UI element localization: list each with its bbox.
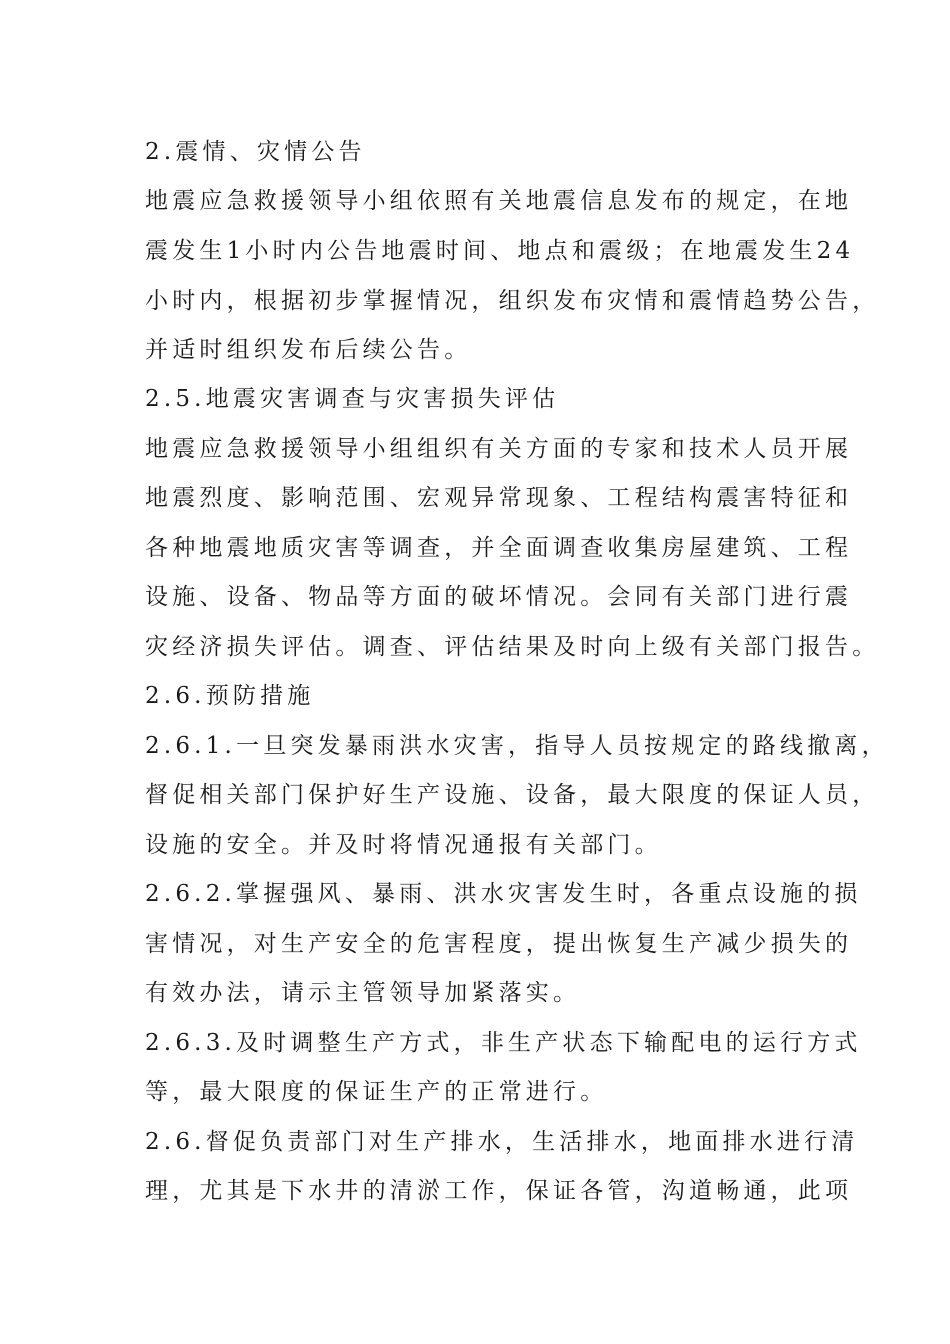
paragraph-line: 督促相关部门保护好生产设施、设备，最大限度的保证人员， [145, 782, 880, 808]
heading-line: 2.5.地震灾害调查与灾害损失评估 [145, 386, 560, 412]
heading-line: 2.震情、灾情公告 [145, 139, 366, 165]
paragraph-line: 各种地震地质灾害等调查，并全面调查收集房屋建筑、工程 [145, 535, 853, 561]
paragraph-line: 并适时组织发布后续公告。 [145, 337, 472, 363]
paragraph-line: 灾经济损失评估。调查、评估结果及时向上级有关部门报告。 [145, 634, 880, 660]
paragraph-line: 理，尤其是下水井的清淤工作，保证各管，沟道畅通，此项 [145, 1178, 853, 1204]
paragraph-line: 2.6.2.掌握强风、暴雨、洪水灾害发生时，各重点设施的损 [145, 881, 862, 907]
paragraph-line: 地震应急救援领导小组依照有关地震信息发布的规定，在地 [145, 188, 853, 214]
paragraph-line: 设施、设备、物品等方面的破坏情况。会同有关部门进行震 [145, 584, 853, 610]
paragraph-line: 2.6.督促负责部门对生产排水，生活排水，地面排水进行清 [145, 1129, 859, 1155]
paragraph-line: 小时内，根据初步掌握情况，组织发布灾情和震情趋势公告， [145, 288, 880, 314]
paragraph-line: 等，最大限度的保证生产的正常进行。 [145, 1079, 608, 1105]
paragraph-line: 震发生1小时内公告地震时间、地点和震级；在地震发生24 [145, 238, 855, 264]
paragraph-line: 2.6.1.一旦突发暴雨洪水灾害，指导人员按规定的路线撤离， [145, 733, 889, 759]
paragraph-line: 地震应急救援领导小组组织有关方面的专家和技术人员开展 [145, 436, 853, 462]
paragraph-line: 地震烈度、影响范围、宏观异常现象、工程结构震害特征和 [145, 485, 853, 511]
paragraph-line: 2.6.3.及时调整生产方式，非生产状态下输配电的运行方式 [145, 1030, 862, 1056]
paragraph-line: 害情况，对生产安全的危害程度，提出恢复生产减少损失的 [145, 931, 853, 957]
heading-line: 2.6.预防措施 [145, 683, 315, 709]
paragraph-line: 设施的安全。并及时将情况通报有关部门。 [145, 832, 662, 858]
paragraph-line: 有效办法，请示主管领导加紧落实。 [145, 980, 581, 1006]
